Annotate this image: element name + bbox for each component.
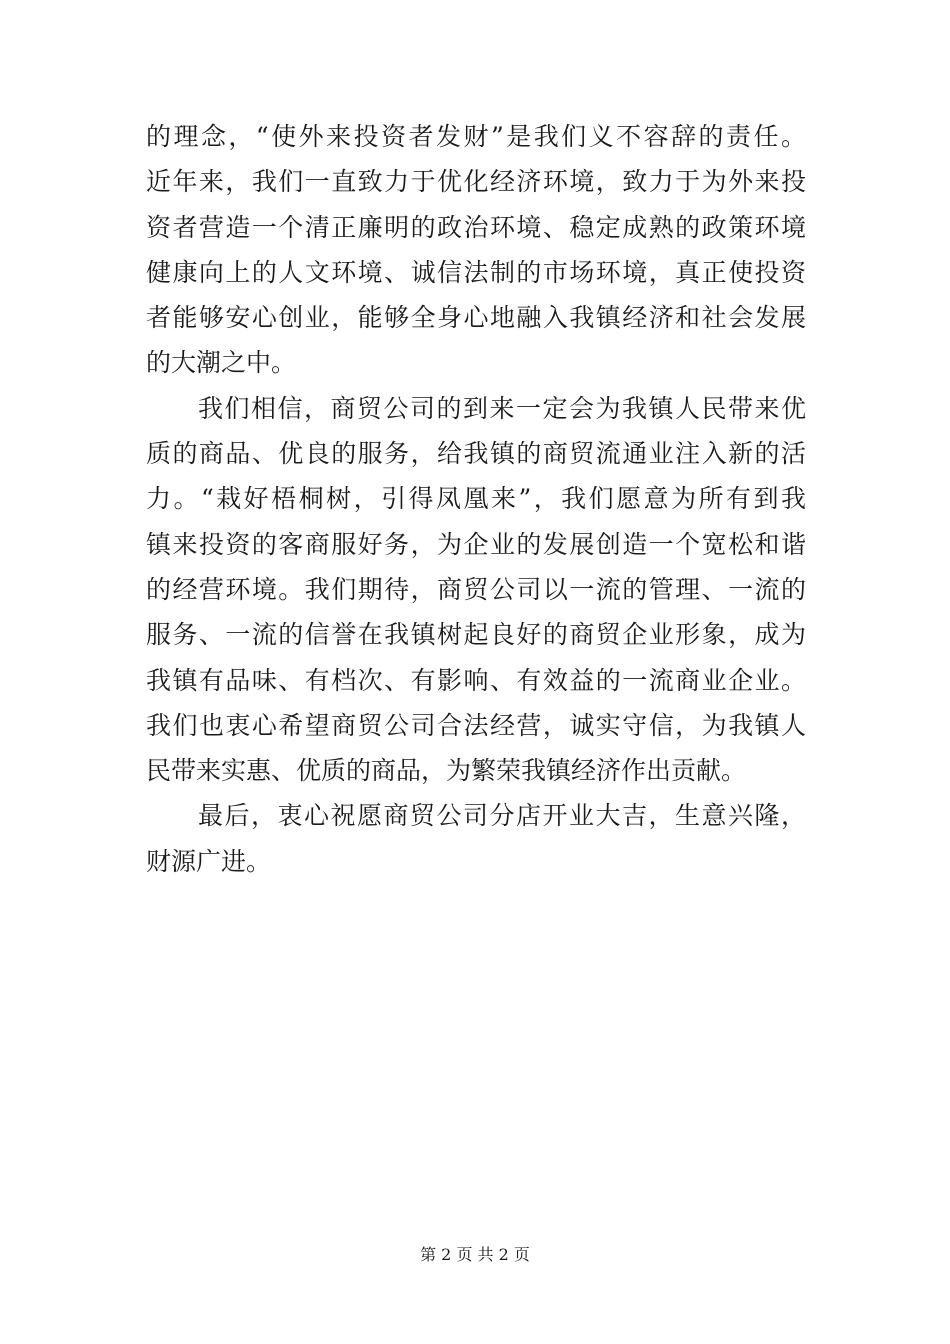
text-line: 近年来，我们一直致力于优化经济环境，致力于为外来投: [146, 167, 806, 197]
text-line: 我镇有品味、有档次、有影响、有效益的一流商业企业。: [146, 665, 806, 695]
text-line: 健康向上的人文环境、诚信法制的市场环境，真正使投资: [146, 257, 806, 287]
text-line: 民带来实惠、优质的商品，为繁荣我镇经济作出贡献。: [146, 756, 747, 786]
text-line: 力。“栽好梧桐树，引得凤凰来”，我们愿意为所有到我: [146, 484, 806, 514]
text-line: 质的商品、优良的服务，给我镇的商贸流通业注入新的活: [146, 439, 806, 469]
text-line: 者能够安心创业，能够全身心地融入我镇经济和社会发展: [146, 303, 806, 333]
text-line: 镇来投资的客商服好务，为企业的发展创造一个宽松和谐: [146, 529, 806, 559]
text-line: 的大潮之中。: [146, 348, 297, 378]
paragraph-start: 我们相信，商贸公司的到来一定会为我镇人民带来优: [198, 393, 806, 423]
paragraph-start: 最后，衷心祝愿商贸公司分店开业大吉，生意兴隆，: [198, 801, 806, 831]
text-line: 财源广进。: [146, 846, 272, 876]
text-line: 的理念，“使外来投资者发财”是我们义不容辞的责任。: [146, 122, 806, 151]
page-number-footer: 第 2 页 共 2 页: [420, 1245, 530, 1264]
text-line: 我们也衷心希望商贸公司合法经营，诚实守信，为我镇人: [146, 710, 806, 740]
document-body: [146, 114, 806, 884]
text-line: 服务、一流的信誉在我镇树起良好的商贸企业形象，成为: [146, 620, 806, 650]
text-line: 资者营造一个清正廉明的政治环境、稳定成熟的政策环境: [146, 212, 806, 242]
text-line: 的经营环境。我们期待，商贸公司以一流的管理、一流的: [146, 574, 806, 604]
